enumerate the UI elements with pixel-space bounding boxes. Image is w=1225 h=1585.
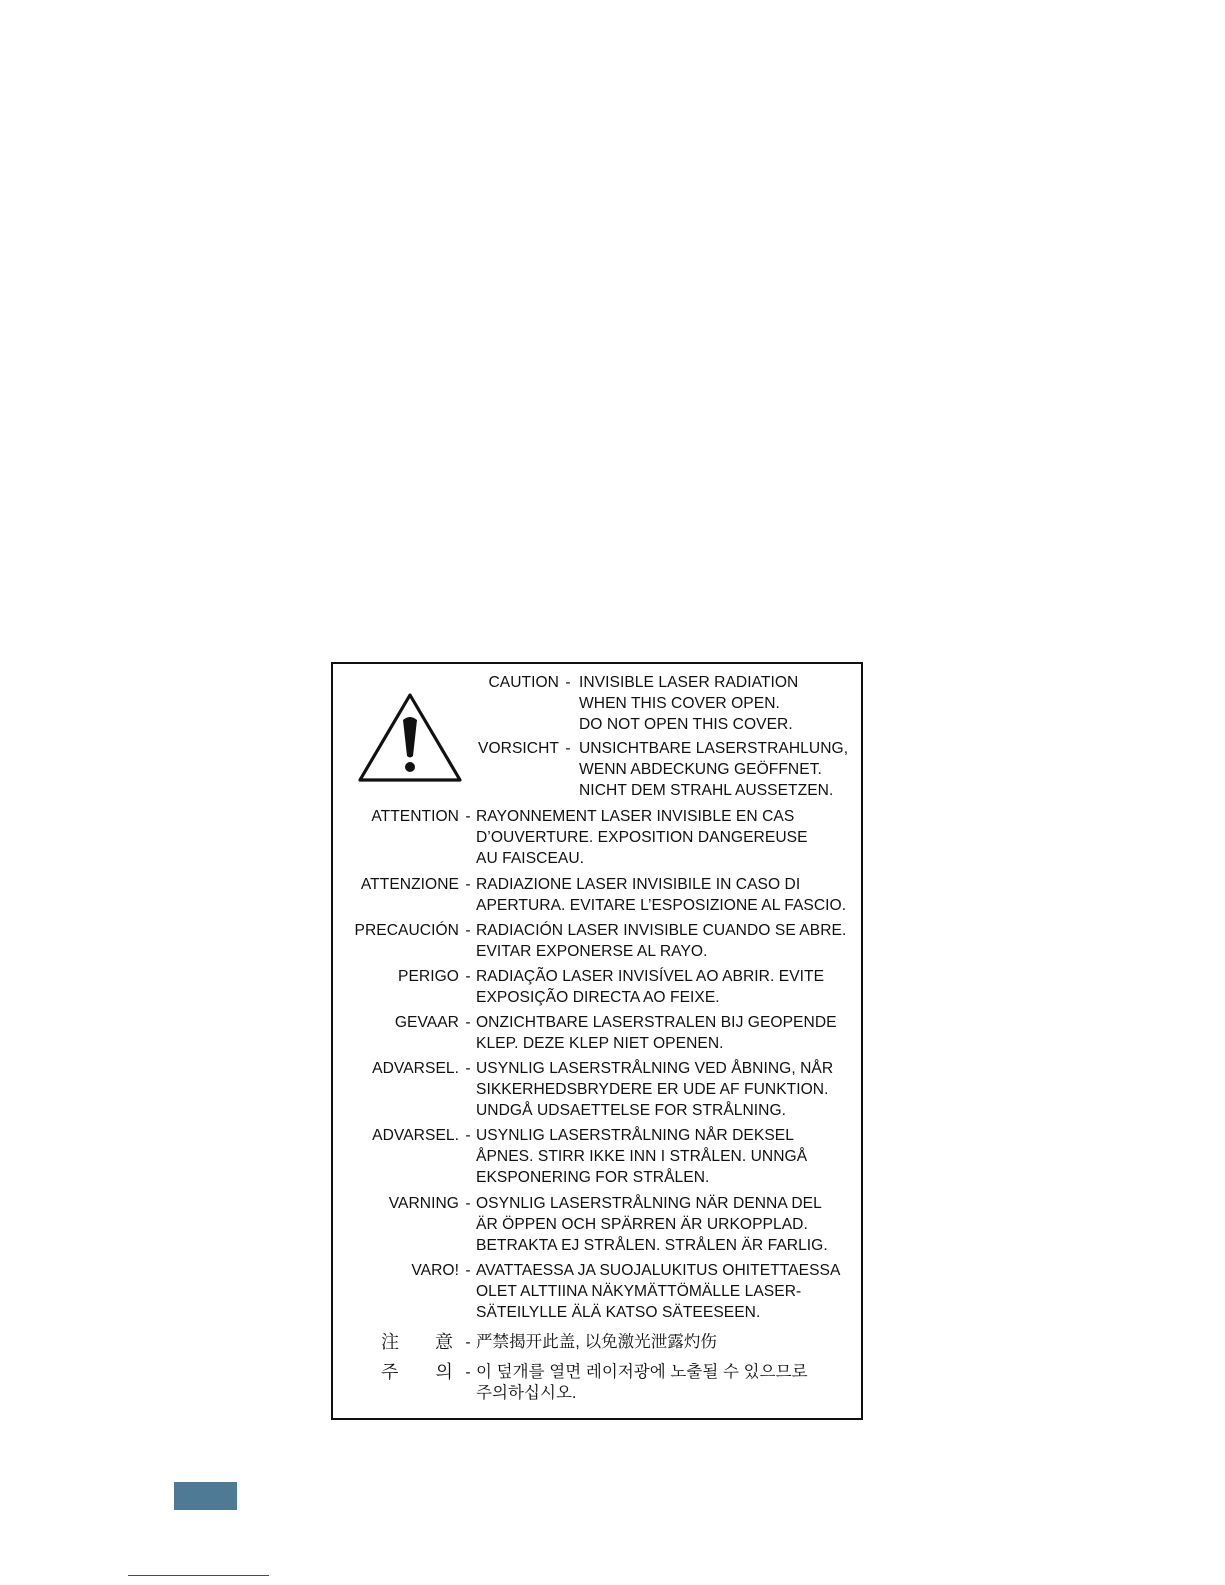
entry-text: USYNLIG LASERSTRÅLNING NÅR DEKSEL ÅPNES. STIRR IKKE INN I STRÅLEN. UNNGÅ EKSPONERING FOR STRÅLEN. [476,1127,808,1186]
entry-text: AVATTAESSA JA SUOJALUKITUS OHITETTAESSA OLET ALTTIINA NÄKYMÄTTÖMÄLLE LASER- SÄTEILYLLE ÄLÄ KATSO SÄTEESEEN. [476,1262,841,1321]
entry-text: UNSICHTBARE LASERSTRAHLUNG, WENN ABDECKUNG GEÖFFNET. NICHT DEM STRAHL AUSSETZEN. [579,740,849,799]
entry-term: PRECAUCIÓN [354,922,459,939]
entry-term: ATTENTION [371,808,459,825]
entry-text: RADIAZIONE LASER INVISIBILE IN CASO DI APERTURA. EVITARE L’ESPOSIZIONE AL FASCIO. [476,876,847,914]
entry-term: ADVARSEL. [372,1127,459,1144]
entry-term: PERIGO [398,968,459,985]
entry-text: USYNLIG LASERSTRÅLNING VED ÅBNING, NÅR SIKKERHEDSBRYDERE ER UDE AF FUNKTION. UNDGÅ UDSAETTELSE FOR STRÅLNING. [476,1060,834,1119]
entry-term: VARO! [411,1262,459,1279]
entry-text: RADIACIÓN LASER INVISIBLE CUANDO SE ABRE. EVITAR EXPONERSE AL RAYO. [476,922,847,960]
entry-term: CAUTION [488,674,559,691]
entry-separator: - [465,1014,471,1031]
entry-text: ONZICHTBARE LASERSTRALEN BIJ GEOPENDE KLEP. DEZE KLEP NIET OPENEN. [476,1014,837,1052]
entry-separator: - [465,1334,471,1351]
entry-term-char: 의 [435,1362,453,1382]
entry-term: ATTENZIONE [360,876,459,893]
entry-term: VORSICHT [478,740,559,757]
entry-separator: - [565,674,571,691]
warning-triangle-icon [357,692,463,784]
entry-separator: - [465,968,471,985]
entry-separator: - [465,1060,471,1077]
page-number-tab [174,1482,237,1510]
entry-separator: - [565,740,571,757]
entry-separator: - [465,808,471,825]
entry-separator: - [465,1127,471,1144]
entry-term: ADVARSEL. [372,1060,459,1077]
entry-text: 이 덮개를 열면 레이저광에 노출될 수 있으므로 주의하십시오. [476,1363,808,1402]
entry-text: RADIAÇÃO LASER INVISÍVEL AO ABRIR. EVITE EXPOSIÇÃO DIRECTA AO FEIXE. [476,968,825,1006]
entry-term-char: 注 [381,1332,400,1352]
entry-separator: - [465,922,471,939]
entry-separator: - [465,1364,471,1381]
entry-term: VARNING [388,1195,459,1212]
laser-warning-label [331,662,863,1420]
entry-term-char: 주 [381,1362,399,1382]
entry-separator: - [465,1195,471,1212]
entry-separator: - [465,1262,471,1279]
entry-text: 严禁揭开此盖, 以免激光泄露灼伤 [476,1333,717,1351]
entry-separator: - [465,876,471,893]
entry-text: RAYONNEMENT LASER INVISIBLE EN CAS D’OUVERTURE. EXPOSITION DANGEREUSE AU FAISCEAU. [476,808,808,867]
entry-term [381,1332,453,1353]
entry-term-char: 意 [434,1332,453,1352]
footer-rule [128,1575,269,1576]
entry-text: OSYNLIG LASERSTRÅLNING NÄR DENNA DEL ÄR ÖPPEN OCH SPÄRREN ÄR URKOPPLAD. BETRAKTA EJ STRÅLEN. STRÅLEN ÄR FARLIG. [476,1195,828,1254]
entry-text: INVISIBLE LASER RADIATION WHEN THIS COVER OPEN. DO NOT OPEN THIS COVER. [579,674,799,733]
entry-term [381,1362,453,1383]
entry-term: GEVAAR [394,1014,459,1031]
